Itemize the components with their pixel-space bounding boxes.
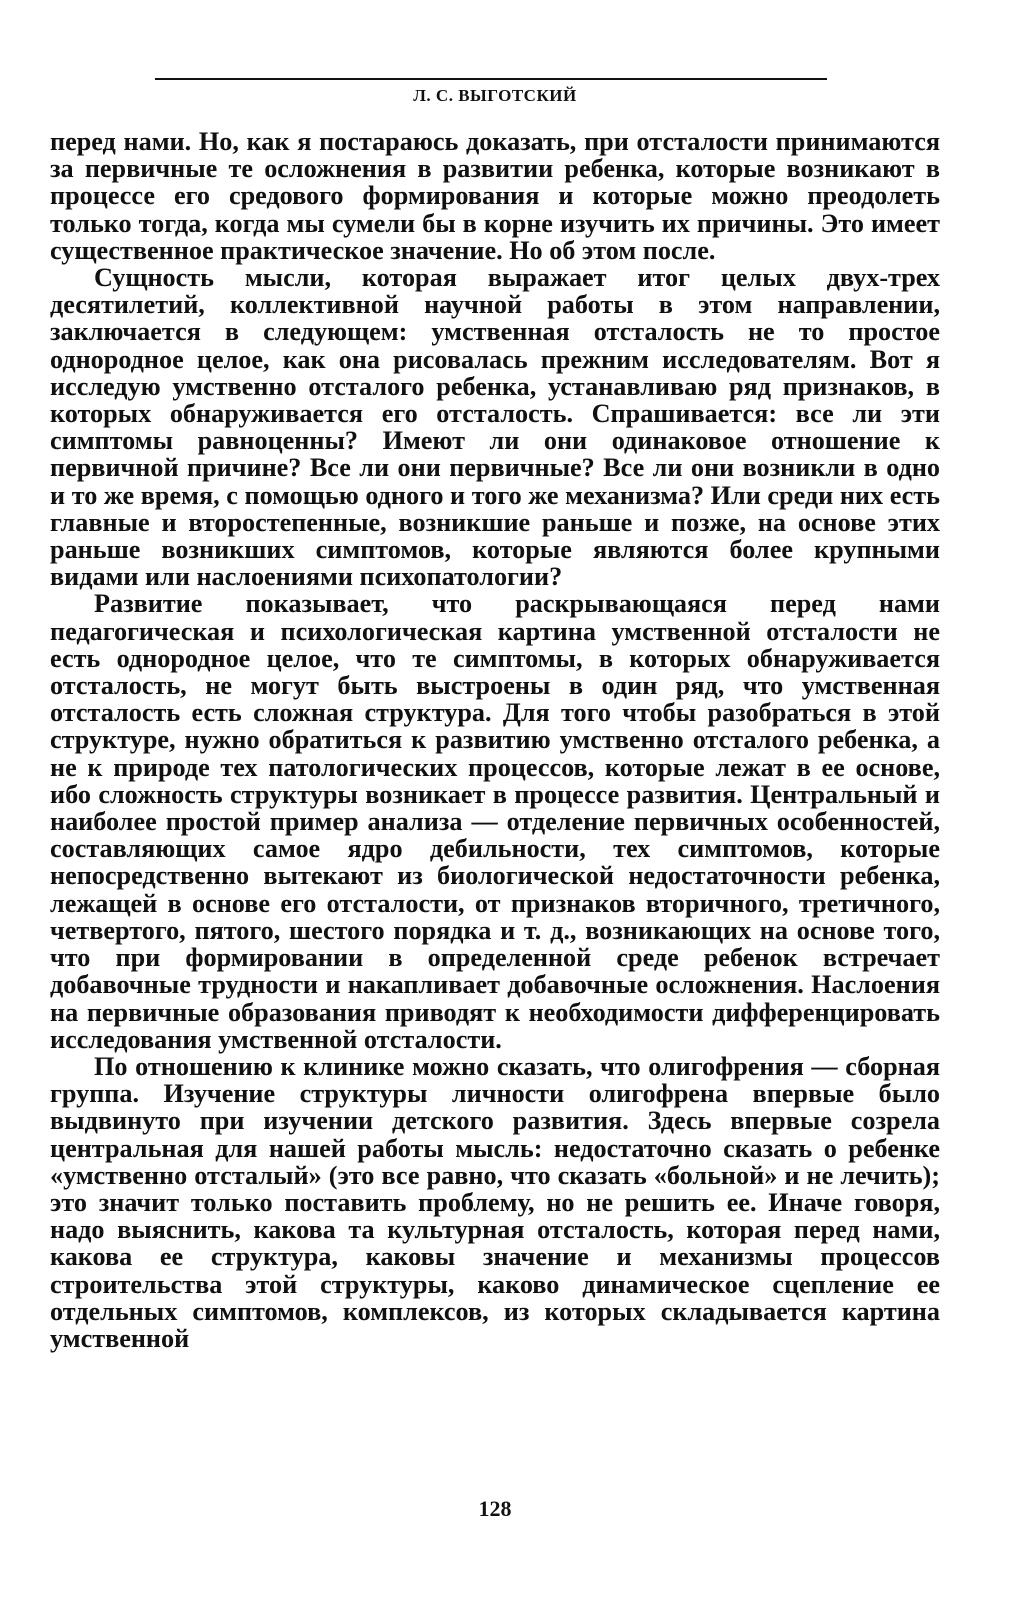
paragraph: Развитие показывает, что раскрывающаяся перед нами педагогическая и психологическая картина умственной отсталости не есть однородное целое, что те симптомы, в которых обнаруживается отсталость, не могут быть выстроены в один ряд, что умственная отсталость есть сложная структура. Для того чтобы разобраться в этой структуре, нужно обратиться к развитию умственно отсталого ребенка, а не к природе тех патологических процессов, которые лежат в ее основе, ибо сложность структуры возникает в процессе развития. Центральный и наиболее простой пример анализа — отделение первичных особенностей, составляющих самое ядро дебильности, тех симптомов, которые непосредственно вытекают из биологической недостаточности ребенка, лежащей в основе его отсталости, от признаков вторичного, третичного, четвертого, пятого, шестого порядка и т. д., возникающих на основе того, что при формировании в определенной среде ребенок встречает добавочные трудности и накапливает добавочные осложнения. Наслоения на первичные образования приводят к необходимости дифференцировать исследования умственной отсталости.: [50, 589, 940, 1054]
page-number: 128: [478, 1496, 512, 1521]
body-text: [50, 128, 940, 1352]
running-head: Л. С. ВЫГОТСКИЙ: [413, 86, 577, 105]
paragraph: По отношению к клинике можно сказать, что олигофрения — сборная группа. Изучение структуры личности олигофрена впервые было выдвинуто при изучении детского развития. Здесь впервые созрела центральная для нашей работы мысль: недостаточно сказать о ребенке «умственно отсталый» (это все равно, что сказать «больной» и не лечить); это значит только поставить проблему, но не решить ее. Иначе говоря, надо выяснить, какова та культурная отсталость, которая перед нами, какова ее структура, каковы значение и механизмы процессов строительства этой структуры, каково динамическое сцепление ее отдельных симптомов, комплексов, из которых складывается картина умственной: [50, 1051, 940, 1353]
paragraph: Сущность мысли, которая выражает итог целых двух-трех десятилетий, коллективной научной работы в этом направлении, заключается в следующем: умственная отсталость не то простое однородное целое, как она рисовалась прежним исследователям. Вот я исследую умственно отсталого ребенка, устанавливаю ряд признаков, в которых обнаруживается его отсталость. Спрашивается: все ли эти симптомы равноценны? Имеют ли они одинаковое отношение к первичной причине? Все ли они первичные? Все ли они возникли в одно и то же время, с помощью одного и того же механизма? Или среди них есть главные и второстепенные, возникшие раньше и позже, на основе этих раньше возникших симптомов, которые являются более крупными видами или наслоениями психопатологии?: [50, 263, 940, 592]
header-rule: [155, 78, 827, 80]
paragraph-continuation: перед нами. Но, как я постараюсь доказать, при отсталости принимаются за первичные те осложнения в развитии ребенка, которые возникают в процессе его средового формирования и которые можно преодолеть только тогда, когда мы сумели бы в корне изучить их причины. Это имеет существенное практическое значение. Но об этом после.: [50, 127, 940, 265]
book-page: [50, 0, 940, 1600]
